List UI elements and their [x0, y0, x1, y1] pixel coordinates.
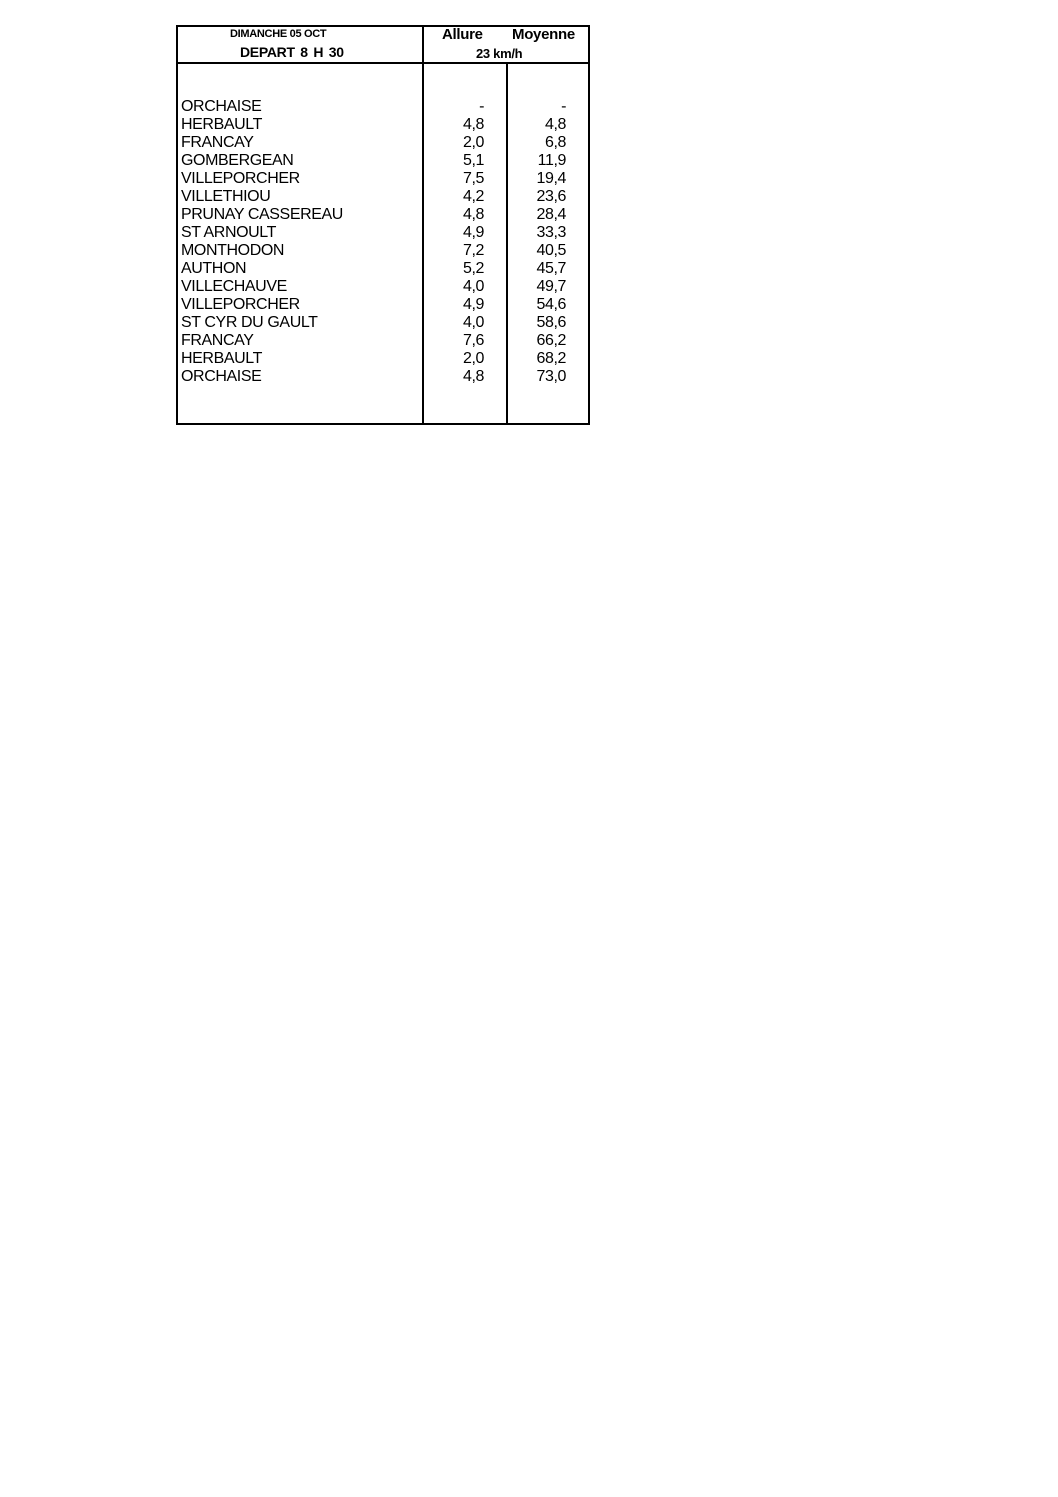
place-name: ORCHAISE — [181, 98, 262, 115]
allure-value: 2,0 — [462, 134, 484, 151]
table-row — [178, 314, 588, 332]
place-name: ST ARNOULT — [181, 224, 276, 241]
moyenne-value: 49,7 — [536, 278, 566, 295]
place-name: GOMBERGEAN — [181, 152, 294, 169]
moyenne-value: 28,4 — [536, 206, 566, 223]
table-row — [178, 152, 588, 170]
moyenne-value: 45,7 — [536, 260, 566, 277]
place-name: MONTHODON — [181, 242, 285, 259]
allure-value: 7,2 — [462, 242, 484, 259]
moyenne-value: 58,6 — [536, 314, 566, 331]
place-name: ST CYR DU GAULT — [181, 314, 318, 331]
table-row — [178, 332, 588, 350]
moyenne-value: 23,6 — [536, 188, 566, 205]
allure-value: 4,8 — [462, 206, 484, 223]
table-row — [178, 296, 588, 314]
place-name: HERBAULT — [181, 350, 262, 367]
table-row — [178, 170, 588, 188]
place-name: FRANCAY — [181, 332, 254, 349]
place-name: VILLEPORCHER — [181, 170, 300, 187]
moyenne-value: 33,3 — [536, 224, 566, 241]
allure-value: - — [479, 98, 484, 115]
table-row — [178, 206, 588, 224]
table-row — [178, 350, 588, 368]
place-name: HERBAULT — [181, 116, 262, 133]
allure-value: 7,6 — [462, 332, 484, 349]
place-name: ORCHAISE — [181, 368, 262, 385]
place-name: VILLEPORCHER — [181, 296, 300, 313]
header-day: DIMANCHE 05 OCT — [230, 28, 327, 40]
table-row — [178, 134, 588, 152]
allure-value: 4,9 — [462, 224, 484, 241]
allure-value: 2,0 — [462, 350, 484, 367]
header-moyenne: Moyenne — [512, 26, 575, 43]
moyenne-value: 54,6 — [536, 296, 566, 313]
moyenne-value: 6,8 — [544, 134, 566, 151]
route-table — [176, 25, 590, 425]
table-row — [178, 368, 588, 386]
allure-value: 5,1 — [462, 152, 484, 169]
header-allure: Allure — [442, 26, 483, 43]
table-row — [178, 224, 588, 242]
place-name: VILLECHAUVE — [181, 278, 287, 295]
allure-value: 7,5 — [462, 170, 484, 187]
allure-value: 4,8 — [462, 116, 484, 133]
header-speed: 23 km/h — [476, 46, 523, 61]
moyenne-value: 66,2 — [536, 332, 566, 349]
table-row — [178, 260, 588, 278]
moyenne-value: 4,8 — [544, 116, 566, 133]
moyenne-value: 19,4 — [536, 170, 566, 187]
place-name: PRUNAY CASSEREAU — [181, 206, 343, 223]
allure-value: 4,9 — [462, 296, 484, 313]
moyenne-value: 40,5 — [536, 242, 566, 259]
table-row — [178, 98, 588, 116]
table-row — [178, 278, 588, 296]
place-name: VILLETHIOU — [181, 188, 271, 205]
allure-value: 4,0 — [462, 314, 484, 331]
moyenne-value: - — [561, 98, 566, 115]
table-row — [178, 188, 588, 206]
place-name: FRANCAY — [181, 134, 254, 151]
allure-value: 4,2 — [462, 188, 484, 205]
allure-value: 5,2 — [462, 260, 484, 277]
table-row — [178, 116, 588, 134]
allure-value: 4,0 — [462, 278, 484, 295]
moyenne-value: 73,0 — [536, 368, 566, 385]
table-row — [178, 242, 588, 260]
moyenne-value: 68,2 — [536, 350, 566, 367]
header-depart: DEPART 8 H 30 — [240, 44, 344, 60]
place-name: AUTHON — [181, 260, 247, 277]
moyenne-value: 11,9 — [537, 152, 566, 169]
route-rows — [178, 98, 588, 386]
header-divider — [178, 62, 588, 64]
allure-value: 4,8 — [462, 368, 484, 385]
